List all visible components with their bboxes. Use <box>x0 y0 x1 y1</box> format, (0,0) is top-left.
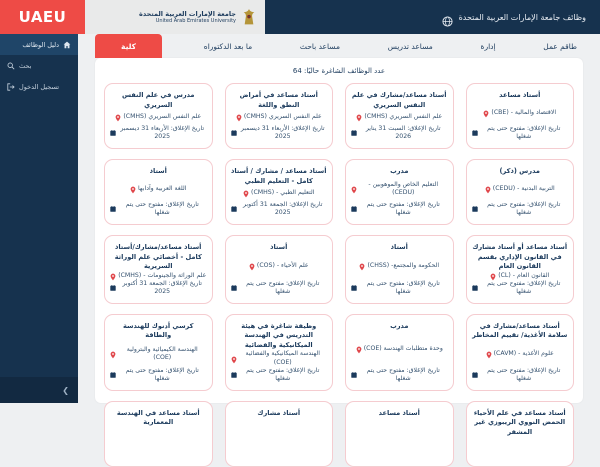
tab-postdoc[interactable]: ما بعد الدكتوراه <box>203 41 253 51</box>
calendar-icon <box>231 130 237 136</box>
job-card[interactable] <box>345 83 454 149</box>
job-card[interactable] <box>345 159 454 225</box>
job-department: التعليم الطبي - (CMHS) <box>243 189 314 197</box>
tab-administration[interactable]: إدارة <box>480 41 496 51</box>
job-card[interactable] <box>104 314 213 391</box>
job-department: علم النفس السريري (CMHS) <box>115 113 201 121</box>
job-department: علوم الأغذية - (CAVM) <box>486 350 554 358</box>
location-pin-icon <box>130 186 136 192</box>
job-title: مدرس (ذكر) <box>499 167 540 175</box>
login-icon <box>7 83 15 91</box>
vacancies-panel <box>95 58 583 436</box>
main-content <box>78 34 600 436</box>
location-pin-icon <box>485 186 491 192</box>
category-tab-bar <box>95 34 583 58</box>
job-card[interactable] <box>345 235 454 304</box>
job-title: أستاذ مساعد/مشارك في علم النفس السريري <box>351 91 447 109</box>
job-title: كرسي أدنوك للهندسة والطاقة <box>123 321 194 340</box>
tab-staff[interactable]: طاقم عمل <box>543 41 577 51</box>
job-card[interactable] <box>466 83 575 149</box>
calendar-icon <box>472 130 478 136</box>
sidebar-collapse-button[interactable] <box>0 377 78 403</box>
job-card[interactable] <box>345 314 454 391</box>
job-department: وحدة متطلبات الهندسة (COE) <box>356 345 443 353</box>
location-pin-icon <box>115 114 121 120</box>
job-department: علم الوراثة والجينومات - (CMHS) <box>110 272 206 280</box>
job-department: علم النفس السريري (CMHS) <box>236 113 322 121</box>
job-department: علم النفس السريري (CMHS) <box>356 113 442 121</box>
job-title: مدرب <box>390 167 409 175</box>
calendar-icon <box>110 130 116 136</box>
location-pin-icon <box>236 114 242 120</box>
job-cards-grid <box>104 83 574 467</box>
location-pin-icon <box>483 110 489 116</box>
university-name-ar: جامعة الإمارات العربية المتحدة <box>139 9 236 18</box>
location-pin-icon <box>486 351 492 357</box>
job-title: أستاذ مشارك <box>257 408 301 417</box>
app-header <box>265 0 600 34</box>
calendar-icon <box>472 206 478 212</box>
job-closing-date: تاريخ الإغلاق: مفتوح حتى يتم شغلها <box>231 367 328 383</box>
calendar-icon <box>351 285 357 291</box>
calendar-icon <box>231 206 237 212</box>
location-pin-icon <box>351 186 357 192</box>
tab-teaching-assistant[interactable]: مساعد تدريس <box>387 41 433 51</box>
job-card[interactable] <box>225 235 334 304</box>
job-card[interactable] <box>225 401 334 467</box>
job-card[interactable] <box>104 159 213 225</box>
job-title: وظيفة شاغرة في هيئة التدريس في الهندسة الميكانيكية والفضائية <box>241 321 317 349</box>
sidebar-item-jobs-directory[interactable] <box>0 34 78 55</box>
job-closing-date: تاريخ الإغلاق: مفتوح حتى يتم شغلها <box>110 201 207 217</box>
job-department: اللغة العربية وآدابها <box>130 185 186 193</box>
job-closing-date: تاريخ الإغلاق: مفتوح حتى يتم شغلها <box>351 367 448 383</box>
job-department: الاقتصاد والمالية - (CBE) <box>483 109 556 117</box>
location-pin-icon <box>356 346 362 352</box>
job-title: أستاذ مساعد أو أستاذ مشارك في القانون الإداري بقسم القانون العام <box>472 243 568 271</box>
job-department: التربية البدنية - (CEDU) <box>485 185 555 193</box>
calendar-icon <box>110 372 116 378</box>
globe-icon[interactable] <box>442 12 453 23</box>
job-card[interactable] <box>104 83 213 149</box>
job-title: مدرب <box>390 321 409 330</box>
job-card[interactable] <box>466 235 575 304</box>
job-title: أستاذ <box>270 243 288 251</box>
job-department: القانون العام - (CL) <box>490 272 549 280</box>
chevron-left-icon: ❮ <box>62 385 69 395</box>
calendar-icon <box>472 285 478 291</box>
sidebar-item-login[interactable] <box>0 76 78 97</box>
calendar-icon <box>351 130 357 136</box>
location-pin-icon <box>249 263 255 269</box>
uae-falcon-emblem-icon <box>241 8 257 26</box>
university-name <box>139 10 236 24</box>
calendar-icon <box>110 285 116 291</box>
tab-research-assistant[interactable]: مساعد باحث <box>299 41 341 51</box>
calendar-icon <box>472 372 478 378</box>
calendar-icon <box>231 285 237 291</box>
home-icon <box>63 41 71 49</box>
job-department: الحكومة والمجتمع- (CHSS) <box>359 262 439 270</box>
location-pin-icon <box>359 263 365 269</box>
location-pin-icon <box>490 273 496 279</box>
job-closing-date: تاريخ الإغلاق: مفتوح حتى يتم شغلها <box>351 201 448 217</box>
location-pin-icon <box>110 273 116 279</box>
job-closing-date: تاريخ الإغلاق: الأربعاء 31 ديسمبر 2025 <box>110 125 207 141</box>
location-pin-icon <box>110 351 116 357</box>
job-card[interactable] <box>466 159 575 225</box>
job-card[interactable] <box>104 235 213 304</box>
job-title: أستاذ مساعد في أمراض النطق واللغة <box>239 91 318 109</box>
job-card[interactable] <box>466 314 575 391</box>
job-title: أستاذ <box>390 243 408 251</box>
job-title: أستاذ مساعد في الهندسة المعمارية <box>116 408 200 427</box>
location-pin-icon <box>231 356 237 362</box>
job-department: الهندسة الميكانيكية والفضائية (COE) <box>231 350 328 366</box>
calendar-icon <box>351 206 357 212</box>
job-closing-date: تاريخ الإغلاق: السبت 31 يناير 2026 <box>351 125 448 141</box>
sidebar-item-label: دليل الوظائف <box>22 40 59 49</box>
job-title: أستاذ مساعد/مشارك/أستاذ كامل - أخصائي علم الوراثة السريرية <box>114 243 202 271</box>
job-title: أستاذ مساعد <box>378 408 420 417</box>
job-title: أستاذ مساعد <box>499 91 541 99</box>
job-department: الهندسة الكيميائية والبترولية (COE) <box>110 346 207 362</box>
job-closing-date: تاريخ الإغلاق: مفتوح حتى يتم شغلها <box>472 280 569 296</box>
page-title: وظائف جامعة الإمارات العربية المتحدة <box>458 12 586 22</box>
sidebar-item-search[interactable] <box>0 55 78 76</box>
job-card[interactable] <box>225 159 334 225</box>
job-card[interactable] <box>104 401 213 467</box>
location-pin-icon <box>243 190 249 196</box>
university-header <box>85 0 265 34</box>
calendar-icon <box>351 372 357 378</box>
job-closing-date: تاريخ الإغلاق: مفتوح حتى يتم شغلها <box>472 125 569 141</box>
job-title: أستاذ مساعد في علم الأحياء الحمض النووي الريبوزي غير المشفر <box>473 408 566 436</box>
uaeu-logo-text: UAEU <box>18 8 67 26</box>
top-bar <box>0 0 600 34</box>
job-closing-date: تاريخ الإغلاق: الجمعة 31 أكتوبر 2025 <box>231 201 328 217</box>
uaeu-logo[interactable] <box>0 0 85 34</box>
job-closing-date: تاريخ الإغلاق: الأربعاء 31 ديسمبر 2025 <box>231 125 328 141</box>
job-card[interactable] <box>466 401 575 467</box>
job-card[interactable] <box>345 401 454 467</box>
job-department: علم الأحياء - (COS) <box>249 262 309 270</box>
sidebar <box>0 34 78 403</box>
job-card[interactable] <box>225 83 334 149</box>
job-card[interactable] <box>225 314 334 391</box>
job-closing-date: تاريخ الإغلاق: مفتوح حتى يتم شغلها <box>351 280 448 296</box>
job-title: مدرس في علم النفس السريري <box>121 91 195 109</box>
sidebar-item-label: تسجيل الدخول <box>19 82 60 91</box>
job-closing-date: تاريخ الإغلاق: مفتوح حتى يتم شغلها <box>110 367 207 383</box>
job-closing-date: تاريخ الإغلاق: مفتوح حتى يتم شغلها <box>472 367 569 383</box>
tab-faculty[interactable]: كلية <box>95 34 162 58</box>
job-closing-date: تاريخ الإغلاق: مفتوح حتى يتم شغلها <box>231 280 328 296</box>
calendar-icon <box>231 372 237 378</box>
calendar-icon <box>110 206 116 212</box>
location-pin-icon <box>356 114 362 120</box>
job-closing-date: تاريخ الإغلاق: الجمعة 31 أكتوبر 2025 <box>110 280 207 296</box>
job-title: أستاذ مساعد/مشارك في سلامة الأغذية/ تقييم المخاطر <box>472 321 568 340</box>
search-icon <box>7 62 15 70</box>
job-closing-date: تاريخ الإغلاق: مفتوح حتى يتم شغلها <box>472 201 569 217</box>
job-title: أستاذ مساعد / مشارك / أستاذ كامل - التعليم الطبي <box>230 167 327 185</box>
job-title: أستاذ <box>149 167 167 175</box>
vacancy-count: عدد الوظائف الشاغرة حاليًا: 64 <box>292 67 386 75</box>
sidebar-item-label: بحث <box>19 61 32 70</box>
job-department: التعليم الخاص والموهوبين - (CEDU) <box>351 181 448 197</box>
university-name-en: United Arab Emirates University <box>155 17 236 24</box>
